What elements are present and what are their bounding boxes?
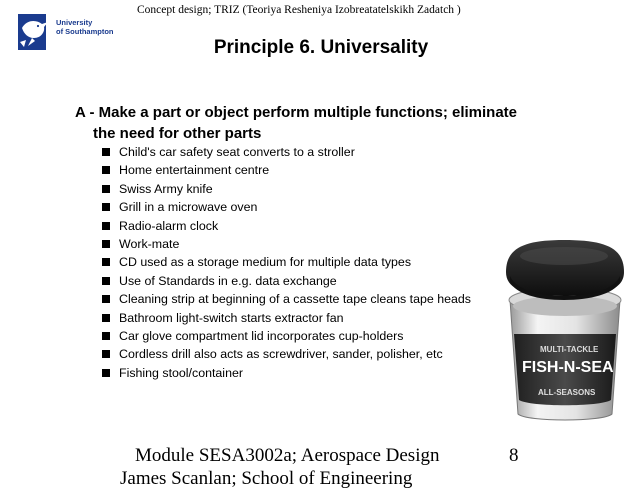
square-bullet-icon: [102, 314, 110, 322]
section-heading-line1: A - Make a part or object perform multiple functions; eliminate: [75, 104, 518, 121]
bullet-item: [102, 253, 471, 271]
logo-text: [56, 18, 114, 36]
page-title: [0, 37, 638, 59]
logo-line1: University: [56, 18, 93, 27]
square-bullet-icon: [102, 166, 110, 174]
section-heading-line2: the need for other parts: [93, 125, 262, 142]
product-label-bottom: ALL-SEASONS: [538, 388, 596, 397]
square-bullet-icon: [102, 332, 110, 340]
bullet-text: Home entertainment centre: [119, 163, 270, 178]
footer-author: James Scanlan; School of Engineering: [120, 468, 413, 489]
page-number: 8: [509, 445, 519, 466]
product-label-main: FISH-N-SEA: [522, 359, 614, 376]
bullet-item: [102, 235, 471, 253]
product-label-top: MULTI-TACKLE: [540, 345, 599, 354]
bullet-text: Grill in a microwave oven: [119, 200, 258, 215]
bullet-item: [102, 143, 471, 161]
bullet-item: [102, 345, 471, 363]
page-title-text: Principle 6. Universality: [213, 37, 429, 58]
bullet-text: Bathroom light-switch starts extractor fan: [119, 310, 344, 325]
bullet-text: Work-mate: [119, 236, 180, 251]
bullet-item: [102, 327, 471, 345]
bullet-text: Cleaning strip at beginning of a cassette tape cleans tape heads: [119, 292, 471, 307]
bullet-item: [102, 364, 471, 382]
bullet-text: CD used as a storage medium for multiple data types: [119, 255, 412, 270]
square-bullet-icon: [102, 185, 110, 193]
bullet-item: [102, 161, 471, 179]
bullet-list: [102, 143, 471, 382]
square-bullet-icon: [102, 295, 110, 303]
fishing-stool-bucket-image: [500, 236, 630, 426]
bullet-text: Radio-alarm clock: [119, 218, 219, 233]
bullet-text: Swiss Army knife: [119, 181, 213, 196]
square-bullet-icon: [102, 369, 110, 377]
footer-module: Module SESA3002a; Aerospace Design: [135, 445, 440, 466]
header-note: Concept design; TRIZ (Teoriya Resheniya Izobreatatelskikh Zadatch ): [137, 4, 461, 16]
bullet-text: Child's car safety seat converts to a stroller: [119, 145, 355, 159]
bullet-text: Fishing stool/container: [119, 365, 243, 380]
bullet-text: Use of Standards in e.g. data exchange: [119, 273, 337, 288]
bullet-item: [102, 272, 471, 290]
square-bullet-icon: [102, 148, 110, 156]
bullet-text: Cordless drill also acts as screwdriver, sander, polisher, etc: [119, 347, 443, 362]
bullet-item: [102, 290, 471, 308]
logo-line2: of Southampton: [56, 27, 114, 36]
bullet-item: [102, 198, 471, 216]
square-bullet-icon: [102, 350, 110, 358]
square-bullet-icon: [102, 203, 110, 211]
bullet-item: [102, 180, 471, 198]
bullet-item: [102, 309, 471, 327]
square-bullet-icon: [102, 277, 110, 285]
square-bullet-icon: [102, 240, 110, 248]
square-bullet-icon: [102, 222, 110, 230]
section-heading: [75, 102, 595, 144]
bullet-item: [102, 217, 471, 235]
bullet-text: Car glove compartment lid incorporates cup-holders: [119, 328, 404, 343]
square-bullet-icon: [102, 258, 110, 266]
